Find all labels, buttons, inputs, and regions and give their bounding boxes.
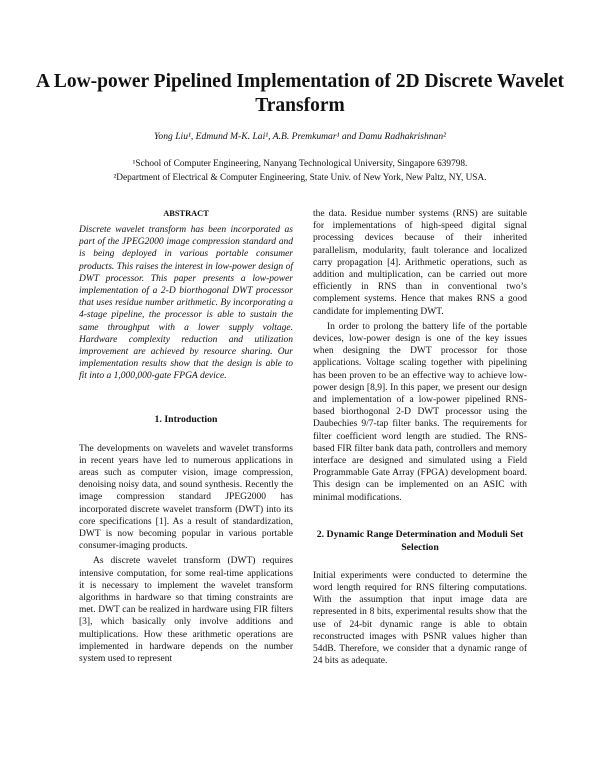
section-2-paragraph-1: Initial experiments were conducted to determine the word length required for RNS filtering computations. With the assumption that input image data are represented in 8 bits, experimental results show that the use of 24-bit dynamic range is able to obtain reconstructed images with PSNR values higher than 54dB. Therefore, we consider that a dynamic range of 24 bits as adequate.: [313, 570, 527, 667]
affiliations: [30, 157, 570, 185]
section-2-heading: 2. Dynamic Range Determination and Moduli Set Selection: [316, 528, 524, 553]
intro-paragraph-1: The developments on wavelets and wavelet transforms in recent years have led to numerous applications in areas such as computer vision, image compression, denoising noisy data, and sound synthesis. Recently the image compression standard JPEG2000 has incorporated discrete wavelet transform (DWT) into its core specifications [1]. As a result of standardization, DWT is now becoming popular in various portable consumer-imaging products.: [79, 443, 293, 552]
intro-paragraph-2: As discrete wavelet transform (DWT) requires intensive computation, for some real-time applications it is necessary to implement the wavelet transform algorithms in hardware so that timing constraints are met. DWT can be realized in hardware using FIR filters [3], which basically only involve additions and multiplications. How these arithmetic operations are implemented in hardware depends on the number system used to represent: [79, 556, 293, 665]
paper-title: A Low-power Pipelined Implementation of 2D Discrete Wavelet Transform: [35, 71, 565, 116]
affiliation-1: ¹School of Computer Engineering, Nanyang Technological University, Singapore 639798.: [132, 159, 468, 169]
section-1-heading: 1. Introduction: [154, 413, 218, 425]
abstract-text: Discrete wavelet transform has been incorporated as part of the JPEG2000 image compression standard and is being deployed in various portable consumer products. This raises the interest in low-power design of DWT processor. This paper presents a low-power implementation of a 2-D biorthogonal DWT processor that uses residue number arithmetic. By incorporating a 4-stage pipeline, the processor is able to sustain the same throughput with a lower supply voltage. Hardware complexity reduction and utilization improvement are achieved by resource sharing. Our implementation results show that the design is able to fit into a 1,000,000-gate FPGA device.: [79, 225, 293, 382]
abstract-heading: ABSTRACT: [163, 209, 209, 218]
intro-paragraph-3: the data. Residue number systems (RNS) are suitable for implementations of high-speed digital signal processing devices because of their inherited parallelism, modularity, fault tolerance and localized carry propagation [4]. Arithmetic operations, such as addition and multiplication, can be carried out more efficiently in RNS than in conventional two’s complement systems. Hence that makes RNS a good candidate for implementing DWT.: [313, 209, 527, 317]
affiliation-2: ²Department of Electrical & Computer Engineering, State Univ. of New York, New Paltz, NY, USA.: [113, 173, 487, 183]
author-list: Yong Liu¹, Edmund M-K. Lai¹, A.B. Premkumar¹ and Damu Radhakrishnan²: [153, 131, 447, 142]
right-column: [313, 208, 527, 668]
left-column: [79, 208, 293, 665]
intro-paragraph-4: In order to prolong the battery life of the portable devices, low-power design is one of the key issues when designing the DWT processor for those applications. Voltage scaling together with pipelining has been proven to be an effective way to achieve low-power design [8,9]. In this paper, we present our design and implementation of a low-power pipelined RNS-based biorthogonal 2-D DWT processor using the Daubechies 9/7-tap filter banks. The requirements for filter coefficient word length are studied. The RNS-based FIR filter bank data path, controllers and memory interface are designed and simulated using a Field Programmable Gate Array (FPGA) development board. This design can be implemented on an ASIC with minimal modifications.: [313, 321, 527, 503]
